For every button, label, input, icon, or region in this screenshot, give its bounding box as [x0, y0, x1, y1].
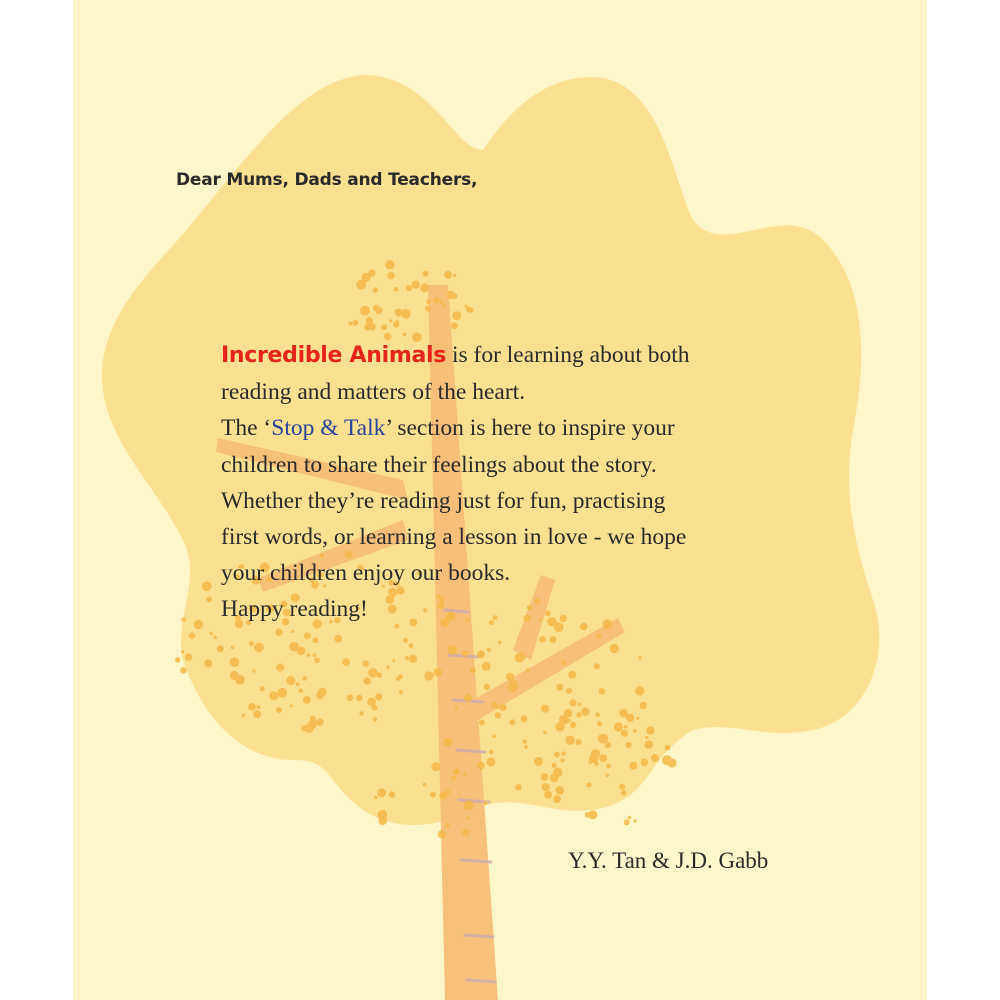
decor-dot — [621, 730, 628, 737]
book-title: Incredible Animals — [221, 343, 447, 368]
decor-dot — [376, 310, 380, 314]
letter-page — [73, 0, 927, 1000]
decor-dot — [534, 757, 543, 766]
decor-dot — [406, 285, 412, 291]
decor-dot — [466, 817, 469, 820]
decor-dot — [561, 758, 565, 762]
decor-dot — [276, 707, 282, 713]
decor-dot — [194, 620, 203, 629]
decor-dot — [595, 712, 600, 717]
decor-dot — [487, 758, 496, 767]
decor-dot — [257, 705, 261, 709]
decor-dot — [386, 666, 389, 669]
decor-dot — [523, 739, 527, 743]
body-line-3: The ‘Stop & Talk’ section is here to inspire your — [221, 415, 675, 442]
decor-dot — [462, 651, 469, 658]
decor-dot — [189, 632, 196, 639]
decor-dot — [301, 725, 307, 731]
decor-dot — [633, 819, 636, 822]
decor-dot — [381, 324, 387, 330]
body-line-6: first words, or learning a lesson in love - we hope — [221, 524, 687, 551]
decor-dot — [539, 636, 546, 643]
decor-dot — [626, 714, 634, 722]
decor-dot — [242, 714, 246, 718]
decor-dot — [405, 656, 409, 660]
decor-dot — [452, 293, 458, 299]
decor-dot — [554, 752, 560, 758]
body-line-4: children to share their feelings about the story. — [221, 451, 657, 478]
decor-dot — [424, 671, 433, 680]
decor-dot — [629, 762, 637, 770]
decor-dot — [302, 676, 306, 680]
decor-dot — [307, 653, 311, 657]
decor-dot — [638, 656, 641, 659]
decor-dot — [453, 768, 460, 775]
decor-dot — [260, 686, 265, 691]
decor-dot — [304, 632, 311, 639]
decor-dot — [646, 726, 654, 734]
decor-dot — [510, 719, 516, 725]
decor-dot — [270, 691, 279, 700]
decor-dot — [248, 703, 256, 711]
decor-dot — [426, 299, 431, 304]
decor-dot — [455, 706, 458, 709]
decor-dot — [204, 659, 212, 667]
decor-dot — [398, 674, 403, 679]
decor-dot — [185, 654, 192, 661]
decor-dot — [313, 653, 317, 657]
decor-dot — [487, 648, 491, 652]
decor-dot — [444, 271, 452, 279]
decor-dot — [565, 736, 574, 745]
decor-dot — [562, 751, 566, 755]
decor-dot — [559, 715, 569, 725]
decor-dot — [367, 698, 376, 707]
decor-dot — [482, 662, 491, 671]
decor-dot — [443, 738, 452, 747]
decor-dot — [403, 333, 407, 337]
decor-dot — [526, 668, 530, 672]
decor-dot — [374, 796, 377, 799]
decor-dot — [515, 653, 525, 663]
decor-dot — [624, 725, 628, 729]
decor-dot — [291, 630, 294, 633]
decor-dot — [610, 644, 619, 653]
section-name: Stop & Talk — [271, 415, 386, 442]
decor-dot — [314, 657, 320, 663]
decor-dot — [373, 288, 378, 293]
decor-dot — [477, 650, 485, 658]
decor-dot — [389, 791, 395, 797]
decor-dot — [581, 708, 589, 716]
decor-dot — [445, 790, 450, 795]
signature: Y.Y. Tan & J.D. Gabb — [568, 848, 769, 873]
decor-dot — [606, 764, 611, 769]
decor-dot — [313, 637, 319, 643]
decor-dot — [489, 750, 493, 754]
decor-dot — [434, 668, 442, 676]
decor-dot — [308, 719, 317, 728]
decor-dot — [401, 309, 411, 319]
decor-dot — [464, 694, 472, 702]
decor-dot — [342, 658, 350, 666]
decor-dot — [477, 762, 485, 770]
decor-dot — [235, 675, 245, 685]
decor-dot — [543, 731, 547, 735]
decor-dot — [290, 704, 293, 707]
decor-dot — [553, 795, 561, 803]
decor-dot — [605, 742, 611, 748]
decor-dot — [500, 704, 507, 711]
decor-dot — [495, 712, 501, 718]
decor-dot — [633, 729, 637, 733]
decor-dot — [624, 819, 630, 825]
decor-dot — [363, 677, 371, 685]
decor-dot — [599, 754, 607, 762]
decor-dot — [569, 699, 576, 706]
decor-dot — [575, 739, 581, 745]
decor-dot — [449, 646, 456, 653]
decor-dot — [439, 300, 443, 304]
decor-dot — [464, 305, 467, 308]
decor-dot — [483, 801, 487, 805]
decor-dot — [175, 657, 180, 662]
decor-dot — [359, 711, 363, 715]
decor-dot — [451, 776, 456, 781]
decor-dot — [464, 800, 474, 810]
decor-dot — [521, 715, 528, 722]
decor-dot — [360, 306, 370, 316]
decor-dot — [399, 690, 403, 694]
decor-dot — [392, 659, 395, 662]
decor-dot — [606, 774, 609, 777]
decor-dot — [549, 636, 556, 643]
decor-dot — [275, 629, 282, 636]
decor-dot — [591, 749, 601, 759]
decor-dot — [544, 791, 552, 799]
decor-dot — [375, 693, 382, 700]
decor-dot — [423, 783, 427, 787]
decor-dot — [213, 636, 217, 640]
decor-dot — [286, 676, 295, 685]
decor-dot — [484, 684, 490, 690]
decor-dot — [231, 646, 234, 649]
decor-dot — [665, 745, 671, 751]
decor-dot — [625, 742, 631, 748]
decor-dot — [409, 643, 414, 648]
decor-dot — [515, 784, 522, 791]
decor-dot — [409, 655, 417, 663]
decor-dot — [210, 632, 213, 635]
decor-dot — [278, 688, 288, 698]
decor-dot — [558, 772, 562, 776]
decor-dot — [628, 816, 631, 819]
decor-dot — [318, 688, 327, 697]
decor-dot — [356, 695, 363, 702]
decor-dot — [425, 306, 431, 312]
decor-dot — [411, 280, 419, 288]
decor-dot — [423, 271, 429, 277]
decor-dot — [451, 322, 458, 329]
decor-dot — [206, 597, 212, 603]
decor-dot — [253, 670, 256, 673]
decor-dot — [552, 763, 557, 768]
decor-dot — [588, 810, 597, 819]
decor-dot — [377, 788, 386, 797]
body-line-8: Happy reading! — [221, 596, 368, 623]
decor-dot — [463, 772, 467, 776]
decor-dot — [541, 773, 549, 781]
decor-dot — [462, 829, 469, 836]
decor-dot — [202, 581, 212, 591]
decor-dot — [296, 682, 300, 686]
decor-dot — [644, 740, 653, 749]
decor-dot — [645, 736, 648, 739]
decor-dot — [303, 696, 311, 704]
body-line-1: Incredible Animals is for learning about both — [221, 342, 690, 368]
decor-dot — [368, 668, 378, 678]
decor-dot — [566, 688, 572, 694]
decor-dot — [438, 830, 446, 838]
decor-dot — [403, 638, 408, 643]
body-line-5: Whether they’re reading just for fun, practising — [221, 487, 666, 514]
decor-dot — [353, 320, 359, 326]
decor-dot — [431, 762, 440, 771]
decor-dot — [394, 287, 399, 292]
decor-dot — [667, 758, 676, 767]
decor-dot — [253, 710, 261, 718]
decor-dot — [596, 633, 601, 638]
decor-dot — [636, 717, 639, 720]
letter-body — [221, 337, 861, 628]
decor-dot — [496, 706, 499, 709]
decor-dot — [181, 650, 184, 653]
decor-dot — [378, 816, 387, 825]
decor-dot — [578, 703, 581, 706]
decor-dot — [635, 686, 644, 695]
decor-dot — [395, 320, 399, 324]
body-line-7: your children enjoy our books. — [221, 560, 511, 587]
decor-dot — [442, 304, 445, 307]
decor-dot — [561, 660, 566, 665]
decor-dot — [217, 645, 224, 652]
decor-dot — [181, 617, 186, 622]
decor-dot — [299, 688, 303, 692]
decor-dot — [555, 786, 564, 795]
decor-dot — [614, 722, 623, 731]
decor-dot — [385, 260, 394, 269]
decor-dot — [389, 319, 392, 322]
decor-dot — [570, 722, 576, 728]
decor-dot — [640, 702, 647, 709]
decor-dot — [576, 712, 581, 717]
body-line-2: reading and matters of the heart. — [221, 379, 526, 406]
decor-dot — [621, 790, 627, 796]
decor-dot — [395, 309, 403, 317]
decor-dot — [276, 663, 284, 671]
greeting: Dear Mums, Dads and Teachers, — [176, 170, 478, 190]
decor-dot — [597, 721, 602, 726]
decor-dot — [508, 682, 518, 692]
decor-dot — [373, 717, 377, 721]
decor-dot — [368, 270, 375, 277]
decor-dot — [445, 823, 449, 827]
decor-dot — [568, 671, 576, 679]
decor-dot — [254, 643, 264, 653]
decor-dot — [524, 745, 528, 749]
decor-dot — [387, 272, 395, 280]
decor-dot — [349, 322, 353, 326]
decor-dot — [498, 641, 501, 644]
decor-dot — [249, 641, 254, 646]
decor-dot — [356, 280, 366, 290]
decor-dot — [586, 782, 591, 787]
decor-dot — [230, 657, 240, 667]
decor-dot — [420, 283, 429, 292]
decor-dot — [350, 695, 353, 698]
decor-dot — [651, 754, 659, 762]
decor-dot — [542, 783, 550, 791]
decor-dot — [470, 667, 476, 673]
decor-dot — [479, 720, 485, 726]
decor-dot — [541, 705, 549, 713]
decor-dot — [368, 323, 376, 331]
decor-dot — [453, 274, 456, 277]
decor-dot — [556, 684, 563, 691]
decor-dot — [599, 688, 606, 695]
decor-dot — [641, 759, 649, 767]
decor-dot — [434, 297, 440, 303]
decor-dot — [452, 311, 461, 320]
decor-dot — [430, 792, 436, 798]
decor-dot — [363, 660, 369, 666]
decor-dot — [180, 667, 187, 674]
decor-dot — [334, 635, 342, 643]
decor-dot — [289, 642, 299, 652]
decor-dot — [492, 735, 496, 739]
decor-dot — [506, 673, 514, 681]
decor-dot — [594, 663, 600, 669]
decor-dot — [619, 784, 625, 790]
